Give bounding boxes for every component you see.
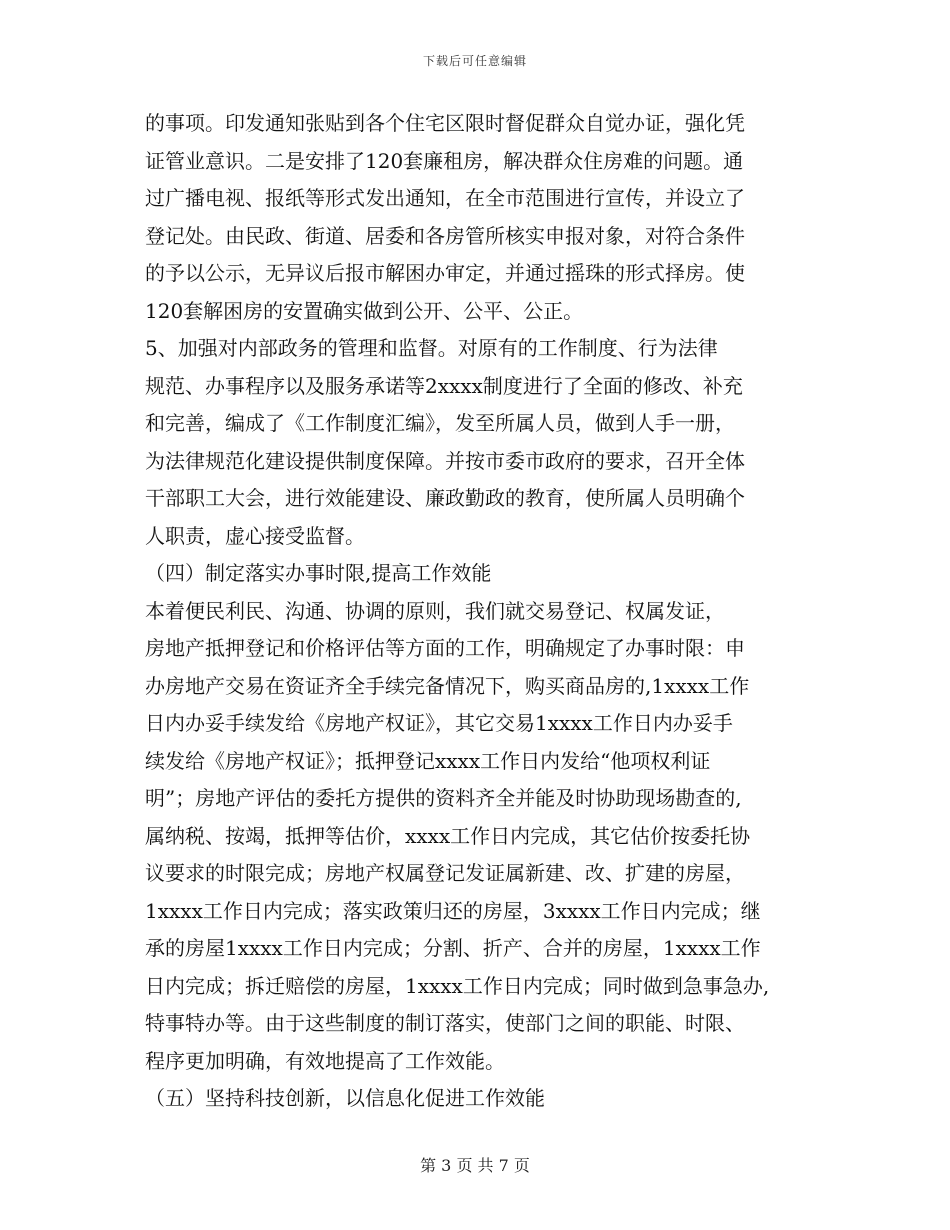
text-line: 属纳税、按竭，抵押等估价，xxxx工作日内完成，其它估价按委托协: [145, 823, 751, 848]
text-line: 日内办妥手续发给《房地产权证》，其它交易1xxxx工作日内办妥手: [145, 711, 733, 735]
text-line: 1xxxx工作日内完成；落实政策归还的房屋，3xxxx工作日内完成；继: [145, 898, 761, 923]
text-line: 登记处。由民政、街道、居委和各房管所核实申报对象，对符合条件: [145, 223, 745, 248]
text-line: 明”；房地产评估的委托方提供的资料齐全并能及时协助现场勘查的,: [145, 786, 742, 810]
text-line: 办房地产交易在资证齐全手续完备情况下，购买商品房的,1xxxx工作: [145, 673, 750, 698]
text-line: 房地产抵押登记和价格评估等方面的工作，明确规定了办事时限：申: [145, 636, 745, 660]
text-line: 的事项。印发通知张贴到各个住宅区限时督促群众自觉办证，强化凭: [145, 111, 745, 135]
text-line: 程序更加明确，有效地提高了工作效能。: [145, 1048, 505, 1073]
text-line: 日内完成；拆迁赔偿的房屋，1xxxx工作日内完成；同时做到急事急办,: [145, 973, 770, 998]
text-line: 过广播电视、报纸等形式发出通知，在全市范围进行宣传，并设立了: [145, 186, 745, 210]
body-text: [145, 105, 835, 1118]
page-footer: 第 3 页 共 7 页: [420, 1156, 530, 1175]
text-line: 续发给《房地产权证》；抵押登记xxxx工作日内发给“他项权利证: [145, 748, 711, 773]
text-line: 议要求的时限完成；房地产权属登记发证属新建、改、扩建的房屋，: [145, 861, 745, 885]
text-line: 证管业意识。二是安排了120套廉租房，解决群众住房难的问题。通: [145, 148, 744, 173]
text-line: 120套解困房的安置确实做到公开、公平、公正。: [145, 298, 584, 323]
text-line: 干部职工大会，进行效能建设、廉政勤政的教育，使所属人员明确个: [145, 486, 745, 510]
text-line: 特事特办等。由于这些制度的制订落实，使部门之间的职能、时限、: [145, 1011, 745, 1035]
section-heading: （五）坚持科技创新，以信息化促进工作效能: [145, 1086, 545, 1110]
text-line: 5、加强对内部政务的管理和监督。对原有的工作制度、行为法律: [145, 336, 718, 360]
text-line: 的予以公示，无异议后报市解困办审定，并通过摇珠的形式择房。使: [145, 261, 745, 285]
text-line: 人职责，虚心接受监督。: [145, 523, 365, 548]
section-heading: （四）制定落实办事时限,提高工作效能: [145, 561, 492, 585]
text-line: 规范、办事程序以及服务承诺等2xxxx制度进行了全面的修改、补充: [145, 373, 743, 398]
page-header: 下载后可任意编辑: [422, 54, 527, 68]
text-line: 为法律规范化建设提供制度保障。并按市委市政府的要求，召开全体: [145, 448, 745, 473]
text-line: 本着便民利民、沟通、协调的原则，我们就交易登记、权属发证，: [145, 598, 725, 623]
text-line: 承的房屋1xxxx工作日内完成；分割、折产、合并的房屋，1xxxx工作: [145, 936, 761, 960]
text-line: 和完善，编成了《工作制度汇编》，发至所属人员，做到人手一册，: [145, 411, 735, 435]
